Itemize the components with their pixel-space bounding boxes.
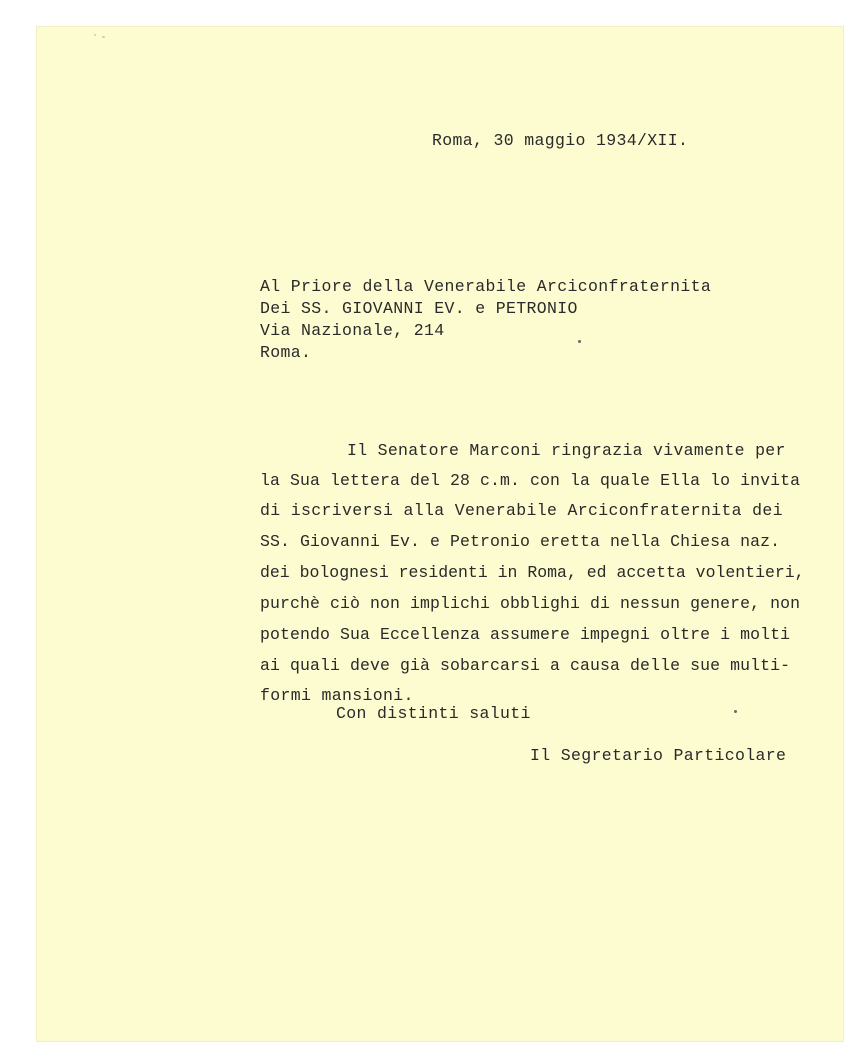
body-line-2: la Sua lettera del 28 c.m. con la quale Ella lo invita (260, 471, 801, 490)
paper-speck (102, 36, 105, 38)
paper-speck (734, 710, 737, 713)
body-line-7: potendo Sua Eccellenza assumere impegni oltre i molti (260, 625, 791, 644)
address-line-1: Al Priore della Venerabile Arciconfraternita (260, 277, 712, 296)
body-line-4: SS. Giovanni Ev. e Petronio eretta nella Chiesa naz. (260, 532, 781, 551)
body-line-3: di iscriversi alla Venerabile Arciconfraternita dei (260, 501, 783, 520)
address-line-3: Via Nazionale, 214 (260, 321, 445, 340)
address-line-4: Roma. (260, 343, 312, 362)
signature-line: Il Segretario Particolare (530, 746, 787, 765)
body-line-6: purchè ciò non implichi obblighi di nessun genere, non (260, 594, 801, 613)
body-line-1: Il Senatore Marconi ringrazia vivamente per (296, 441, 786, 460)
closing-salutation: Con distinti saluti (336, 704, 531, 723)
address-line-2: Dei SS. GIOVANNI EV. e PETRONIO (260, 299, 578, 318)
letter-date: Roma, 30 maggio 1934/XII. (432, 131, 689, 150)
paper-speck (94, 34, 96, 36)
body-line-8: ai quali deve già sobarcarsi a causa delle sue multi- (260, 656, 791, 675)
paper-speck (578, 340, 581, 343)
body-line-9: formi mansioni. (260, 686, 414, 705)
body-line-5: dei bolognesi residenti in Roma, ed accetta volentieri, (260, 563, 805, 582)
letter-sheet (36, 26, 844, 1042)
